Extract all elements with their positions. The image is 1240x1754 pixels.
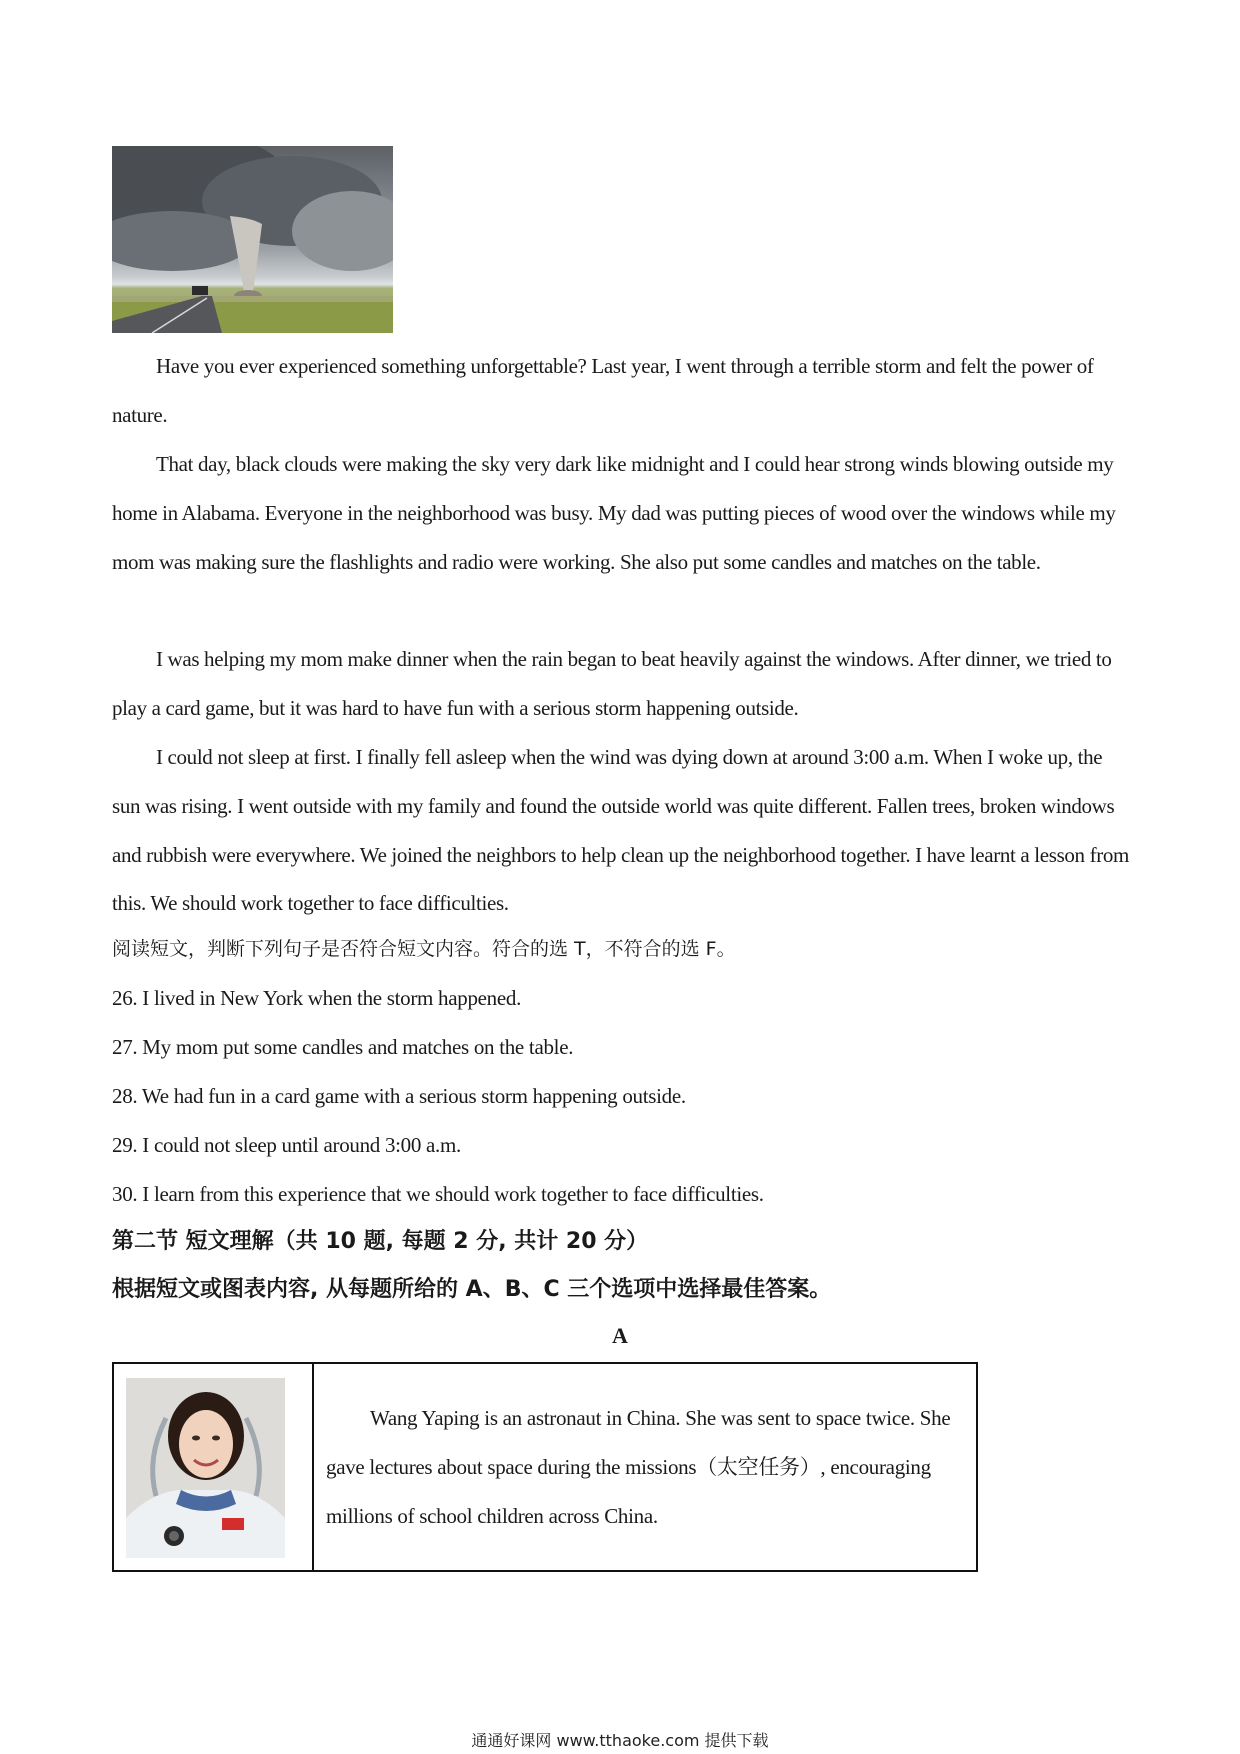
astronaut-photo xyxy=(126,1378,285,1558)
passage-paragraph-2: That day, black clouds were making the sky very dark like midnight and I could hear strong winds blowing outside my home in Alabama. Everyone in the neighborhood was busy. My dad was putting pieces of wood over the windows while my mom was making sure the flashlights and radio were working. She also put some candles and matches on the table. xyxy=(112,452,1116,574)
tornado-image xyxy=(112,146,393,333)
question-28: 28. We had fun in a card game with a serious storm happening outside. xyxy=(112,1084,686,1108)
question-30: 30. I learn from this experience that we should work together to face difficulties. xyxy=(112,1182,764,1206)
section-2-title: 第二节 短文理解（共 10 题, 每题 2 分, 共计 20 分） xyxy=(112,1229,649,1254)
passage-paragraph-1: Have you ever experienced something unforgettable? Last year, I went through a terrible storm and felt the power of nature. xyxy=(112,354,1094,427)
question-27: 27. My mom put some candles and matches on the table. xyxy=(112,1035,574,1059)
info-box-photo-cell xyxy=(114,1364,314,1570)
info-box xyxy=(112,1362,978,1572)
question-instruction: 阅读短文，判断下列句子是否符合短文内容。符合的选 T，不符合的选 F。 xyxy=(112,938,736,960)
info-box-text: Wang Yaping is an astronaut in China. She was sent to space twice. She gave lectures about space during the missions（太空任务）, encouraging millions of school children across China. xyxy=(326,1406,951,1528)
page-footer: 通通好课网 www.tthaoke.com 提供下载 xyxy=(471,1731,769,1750)
section-2-instruction: 根据短文或图表内容, 从每题所给的 A、B、C 三个选项中选择最佳答案。 xyxy=(112,1277,832,1302)
passage-paragraph-4: I could not sleep at first. I finally fell asleep when the wind was dying down at around 3:00 a.m. When I woke up, the sun was rising. I went outside with my family and found the outside world was quite different. Fallen trees, broken windows and rubbish were everywhere. We joined the neighbors to help clean up the neighborhood together. I have learnt a lesson from this. We should work together to face difficulties. xyxy=(112,745,1130,916)
info-box-text-cell xyxy=(314,1364,976,1570)
question-26: 26. I lived in New York when the storm happened. xyxy=(112,986,522,1010)
passage-paragraph-3: I was helping my mom make dinner when the rain began to beat heavily against the windows. After dinner, we tried to play a card game, but it was hard to have fun with a serious storm happening outside. xyxy=(112,647,1112,720)
question-29: 29. I could not sleep until around 3:00 a.m. xyxy=(112,1133,461,1157)
passage-label-a: A xyxy=(612,1323,628,1348)
